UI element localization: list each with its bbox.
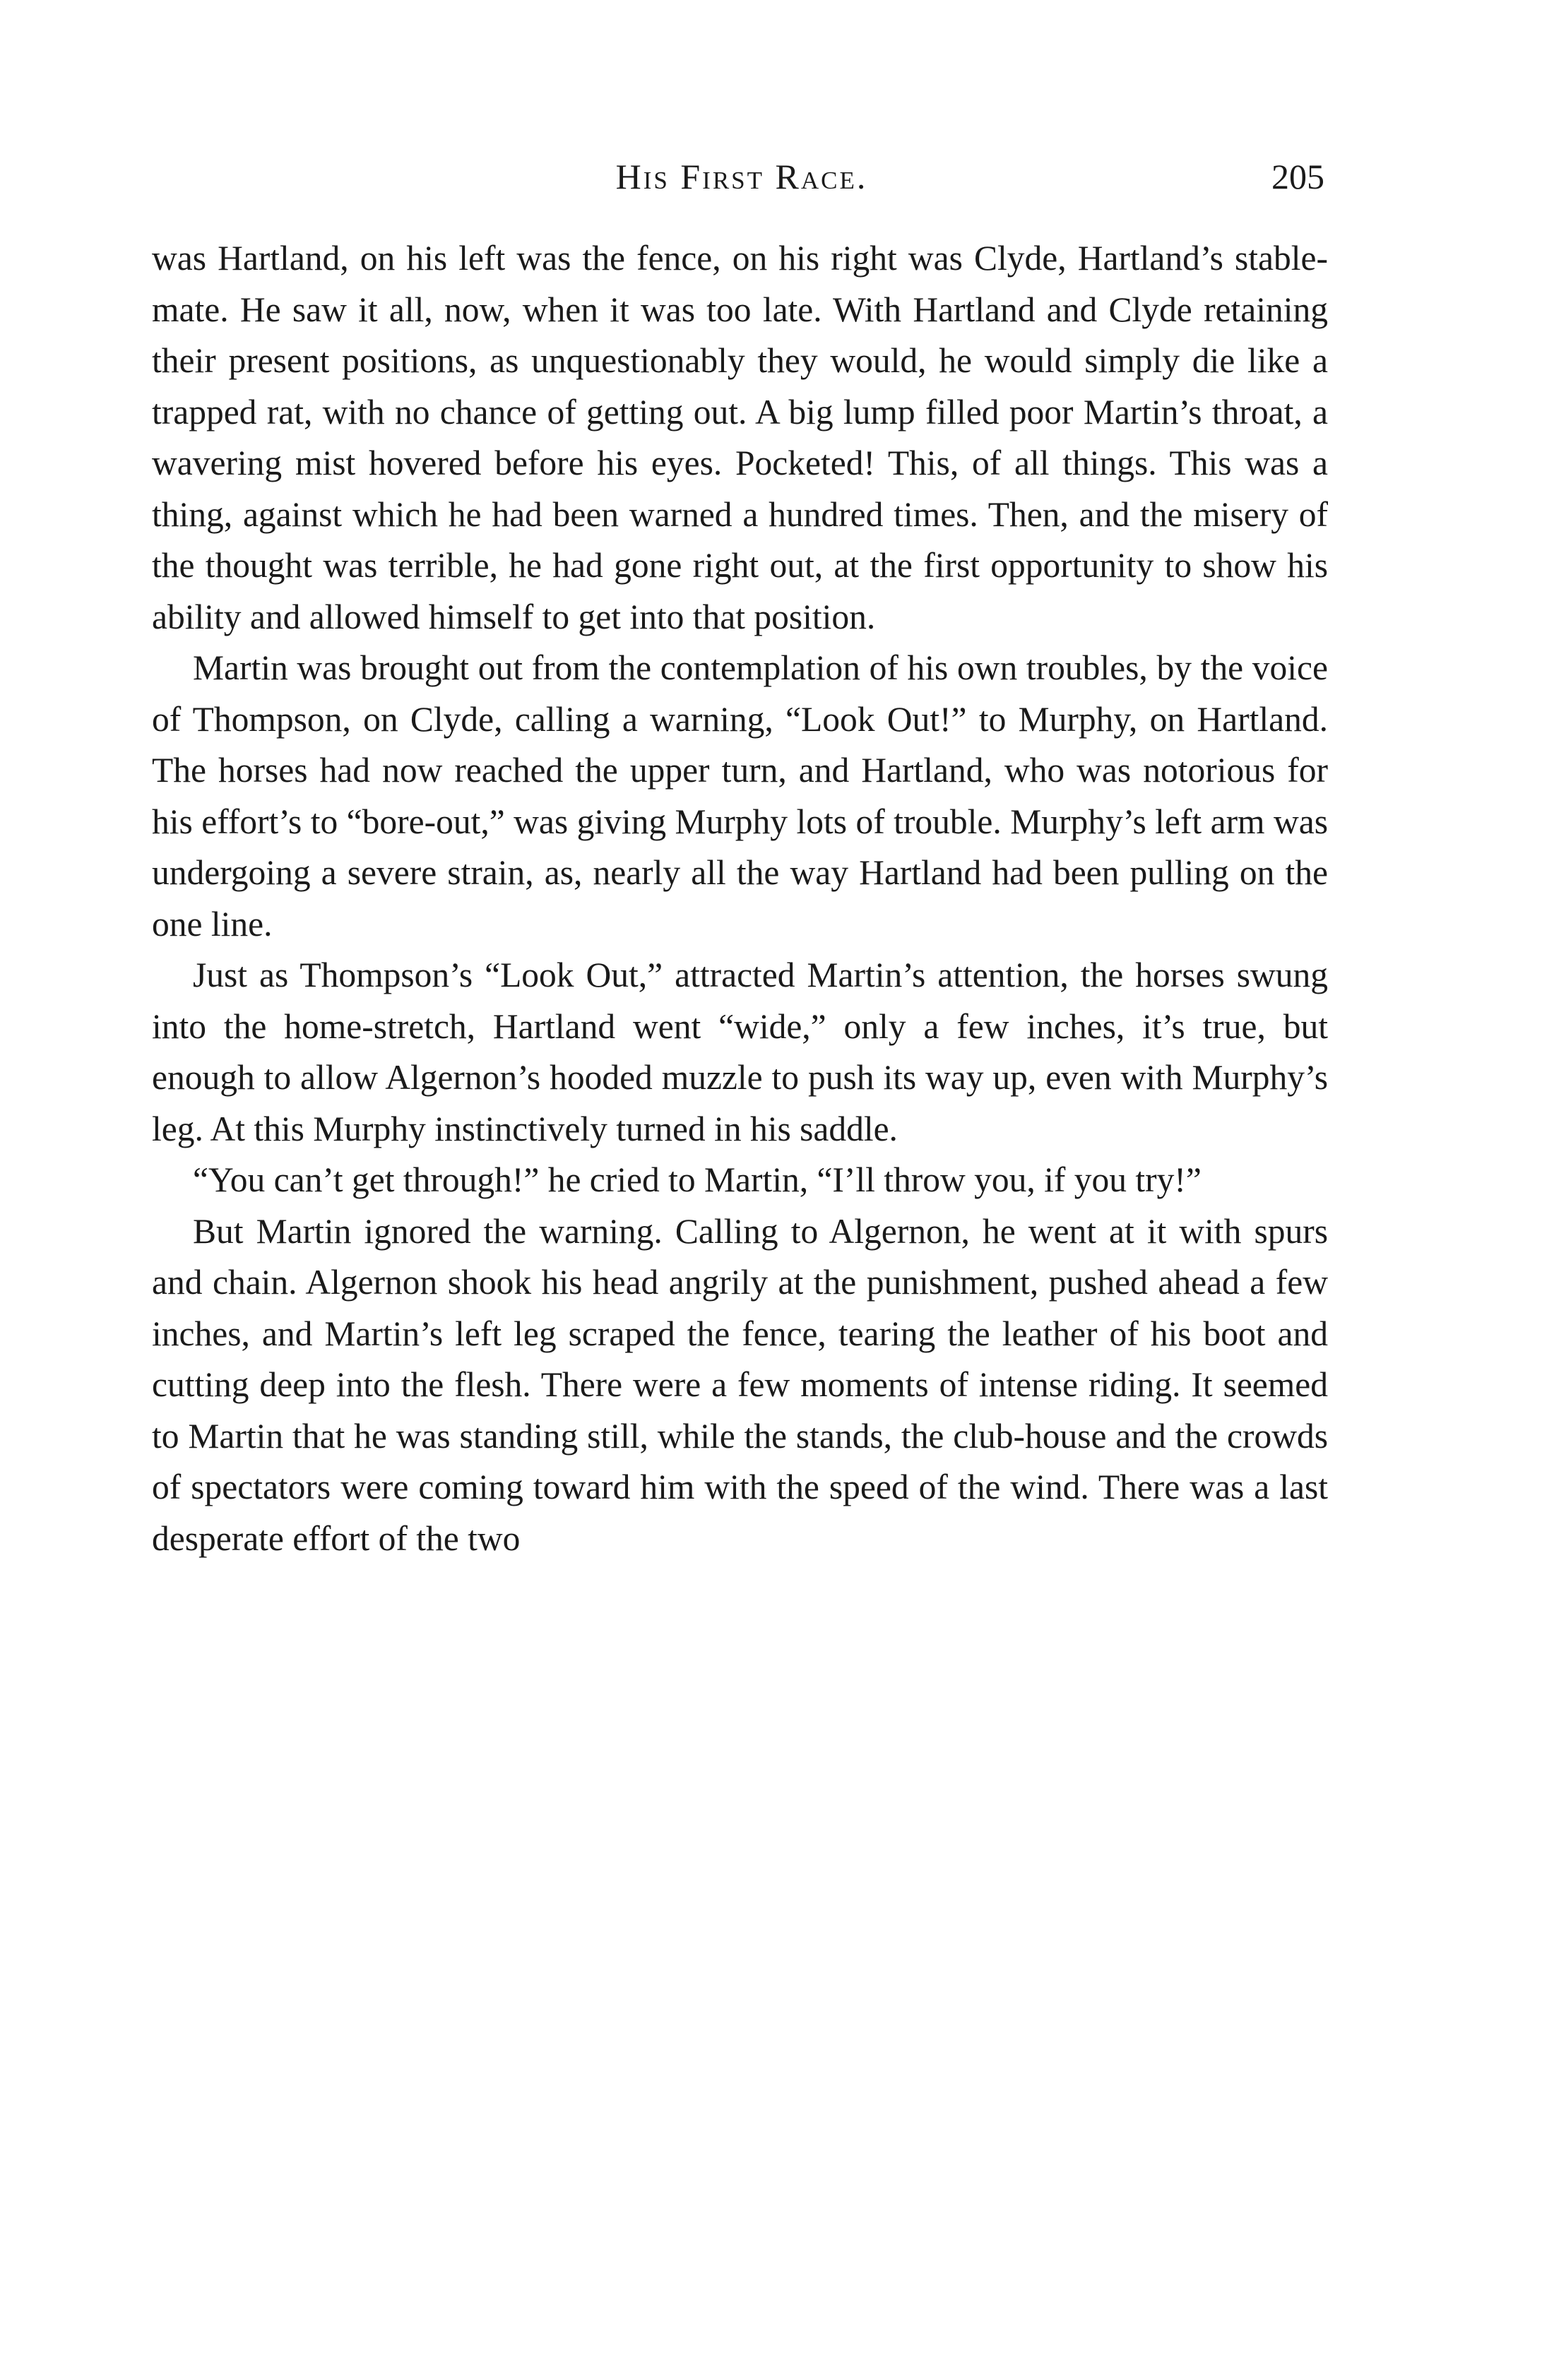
paragraph: But Martin ignored the warning. Calling to Algernon, he went at it with spurs and chain. Algernon shook his head angrily at the punishment, pushed ahead a few inches, and Martin’s left leg scraped the fence, tearing the leather of his boot and cutting deep into the flesh. There were a few moments of intense riding. It seemed to Martin that he was standing still, while the stands, the club-house and the crowds of spectators were coming toward him with the speed of the wind. There was a last desperate effort of the two: [152, 1211, 1328, 1558]
paragraph: Martin was brought out from the contemplation of his own troubles, by the voice of Thompson, on Clyde, calling a warning, “Look Out!” to Murphy, on Hartland. The horses had now reached the upper turn, and Hartland, who was notorious for his effort’s to “bore-out,” was giving Murphy lots of trouble. Murphy’s left arm was undergoing a severe strain, as, nearly all the way Hartland had been pulling on the one line.: [152, 648, 1328, 944]
running-title: His First Race.: [615, 157, 868, 196]
page-number: 205: [1271, 157, 1324, 196]
paragraph: Just as Thompson’s “Look Out,” attracted Martin’s attention, the horses swung into the home-stretch, Hartland went “wide,” only a few inches, it’s true, but enough to allow Algernon’s hooded muzzle to push its way up, even with Murphy’s leg. At this Murphy instinctively turned in his saddle.: [152, 956, 1328, 1148]
body-text: [152, 233, 1328, 1564]
paragraph-continued: was Hartland, on his left was the fence, on his right was Clyde, Hartland’s stable-mate. He saw it all, now, when it was too late. With Hartland and Clyde retaining their present positions, as unquestionably they would, he would simply die like a trapped rat, with no chance of getting out. A big lump filled poor Martin’s throat, a wavering mist hovered before his eyes. Pocketed! This, of all things. This was a thing, against which he had been warned a hundred times. Then, and the misery of the thought was terrible, he had gone right out, at the first opportunity to show his ability and allowed himself to get into that position.: [152, 239, 1328, 636]
paragraph: “You can’t get through!” he cried to Martin, “I’ll throw you, if you try!”: [193, 1160, 1202, 1199]
page-header: [159, 155, 1324, 212]
